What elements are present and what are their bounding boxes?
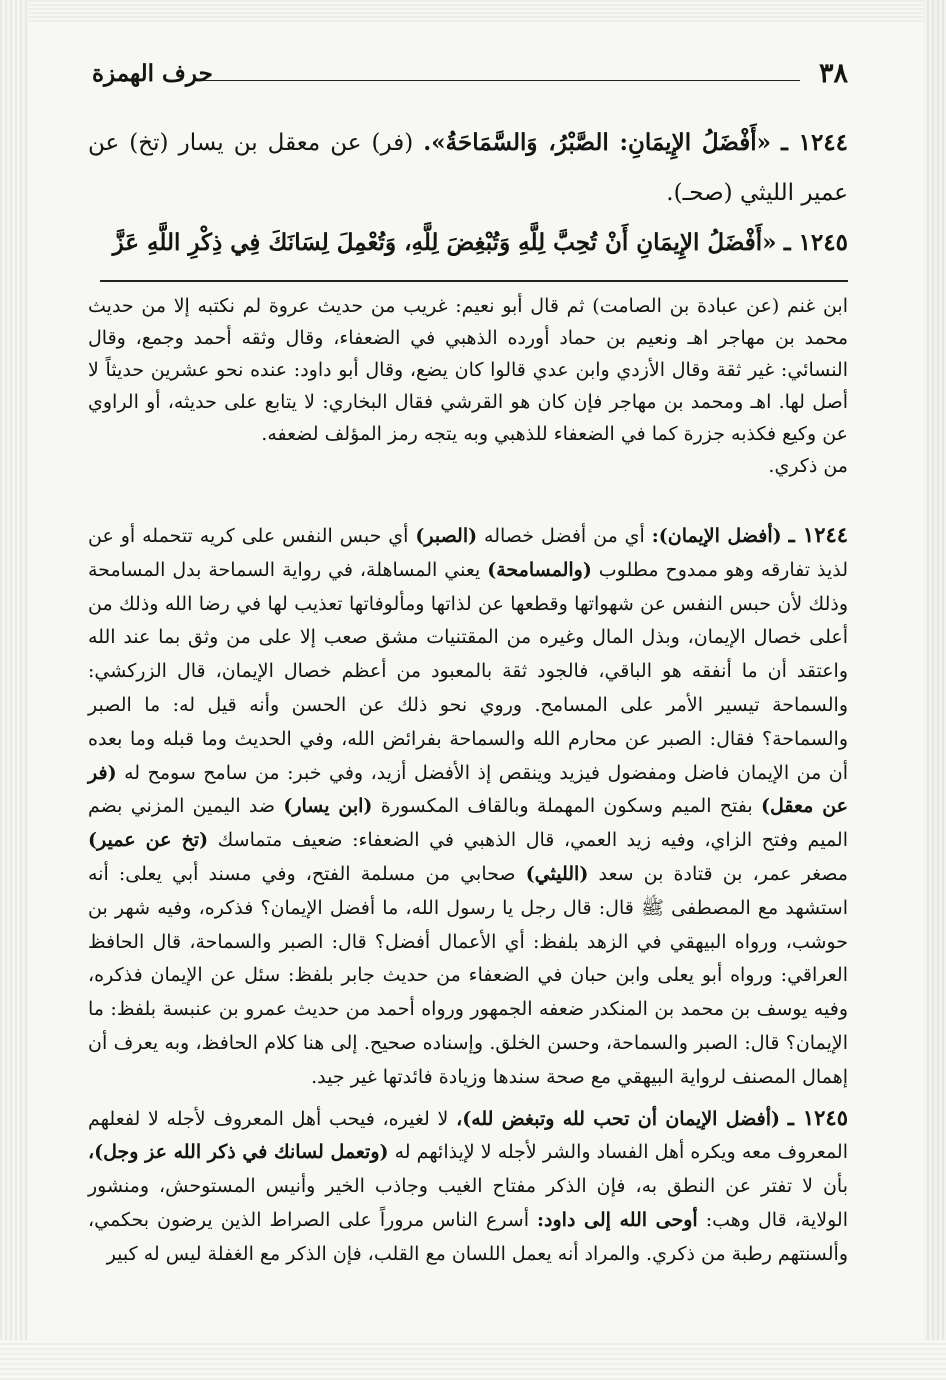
commentary-text: صحابي من مسلمة الفتح، وفي مسند أبي يعلى: أنه استشهد مع المصطفى ﷺ قال: قال رجل يا رسول الله، ما أفضل الإيمان؟ فذكره، وفيه شهر بن حوشب، ورواه البيهقي في الزهد بلفظ: أي الأعمال أفضل؟ قال: الصبر والسماحة، قال الحافظ العراقي: ورواه أبو يعلى وابن حبان في الضعفاء من حديث جابر بلفظ: سئل عن الإيمان فذكره، وفيه يوسف بن محمد بن المنكدر ضعفه الجمهور ورواه أحمد من حديث عمرو بن عنبسة بلفظ: ما الإيمان؟ قال: الصبر والسماحة، وحسن الخلق. وإسناده صحيح. إلى هنا كلام الحافظ، وبه يعرف أن إهمال المصنف لرواية البيهقي مع صحة سندها وزيادة فائدتها غير جيد.	[88, 862, 848, 1088]
commentary-continued-paragraph: ابن غنم (عن عبادة بن الصامت) ثم قال أبو نعيم: غريب من حديث عروة لم نكتبه إلا من حديث محمد بن مهاجر اهـ ونعيم بن حماد أورده الذهبي في الضعفاء، وقال وثقه أحمد وجمع، وقال النسائي: غير ثقة وقال الأزدي وابن عدي قالوا كان يضع، وقال أبو داود: عنده نحو عشرين حديثاً لا أصل لها. اهـ ومحمد بن مهاجر فإن كان هو القرشي فقال البخاري: لا يتابع على حديثه، أو الراوي عن وكيع فكذبه جزرة كما في الضعفاء للذهبي وبه يتجه رمز المؤلف لضعفه.	[88, 295, 848, 445]
commentary-text: أسرع الناس مروراً على الصراط الذين يرضون بحكمي، وألسنتهم رطبة من ذكري. والمراد أنه يعمل اللسان مع القلب، فإن الذكر مع الغفلة ليس له كبير	[88, 1208, 848, 1265]
commentary-text: مصغر عمر، بن قتادة بن سعد	[598, 862, 848, 885]
quoted-term: (الليثي)	[525, 862, 589, 885]
quoted-term: أوحى الله إلى داود:	[537, 1208, 698, 1231]
quoted-term: (والمسامحة)	[487, 558, 592, 581]
commentary-1245-heading: (أفضل الإيمان أن تحب لله وتبغض لله)،	[456, 1107, 780, 1130]
quoted-term: (الصبر)	[415, 525, 478, 547]
hadith-1244-text: «أَفْضَلُ الإِيمَانِ: الصَّبْرُ، وَالسَّمَاحَةُ».	[423, 129, 771, 156]
hadith-1244-number: ١٢٤٤ ـ	[781, 129, 849, 156]
hadith-text	[88, 118, 848, 268]
continued-commentary	[88, 290, 848, 482]
commentary-1244	[88, 518, 848, 1095]
commentary-section	[88, 518, 848, 1278]
scan-edge-left	[0, 0, 28, 1380]
hadith-1245-number: ١٢٤٥ ـ	[783, 229, 848, 256]
quoted-term: (تخ عن عمير)	[88, 829, 209, 852]
commentary-text: بأن لا تفتر عن النطق به، فإن الذكر مفتاح الغيب وجاذب الخير وأنيس المستوحش، ومنشور الولاية، قال وهب:	[88, 1175, 848, 1231]
hadith-1244	[88, 118, 848, 218]
section-title: حرف الهمزة	[92, 60, 213, 87]
hadith-1245-text: «أَفْضَلُ الإِيمَانِ أَنْ تُحِبَّ لِلَّهِ وَتُبْغِضَ لِلَّهِ، وَتُعْمِلَ لِسَانَكَ فِي ذِكْرِ اللَّهِ عَزَّ	[112, 229, 777, 256]
commentary-text: أي من أفضل خصاله	[484, 525, 645, 547]
commentary-continued-end: من ذكري.	[768, 455, 848, 477]
header-rule	[200, 80, 800, 81]
hadith-1245	[88, 218, 848, 268]
page-number: ٣٨	[818, 58, 848, 89]
commentary-1245-number: ١٢٤٥ ـ	[787, 1104, 848, 1130]
footnote-separator	[100, 280, 848, 282]
commentary-1244-heading: (أفضل الإيمان):	[651, 525, 782, 547]
commentary-text: لا لغيره، فيحب أهل المعروف لأجله لا لفعلهم المعروف معه ويكره أهل الفساد والشر لأجله لا لإيذائهم له	[88, 1107, 849, 1164]
commentary-1245	[88, 1101, 848, 1272]
commentary-text: أي حبس النفس على كريه تتحمله أو عن لذيذ تفارقه وهو ممدوح مطلوب	[88, 525, 848, 581]
commentary-text: بفتح الميم وسكون المهملة وبالقاف المكسورة	[380, 795, 753, 818]
commentary-1244-number: ١٢٤٤ ـ	[788, 522, 849, 547]
quoted-term: (وتعمل لسانك في ذكر الله عز وجل)،	[88, 1141, 389, 1164]
running-header	[92, 58, 848, 98]
quoted-term: (ابن يسار)	[283, 795, 373, 818]
scan-edge-right	[924, 0, 946, 1380]
quoted-term: (فر عن معقل)	[88, 761, 848, 818]
scan-edge-top	[0, 0, 946, 22]
commentary-text: يعني المساهلة، في رواية السماحة بدل المسامحة وذلك لأن حبس النفس عن شهواتها وقطعها عن لذاتها ومألوفاتها تعذيب لها في رضا الله وذلك من أعلى خصال الإيمان، وبذل المال وغيره من المقتنيات مشق صعب إلا على من وثق بما عند الله واعتقد أن ما أنفقه هو الباقي، فالجود ثقة بالمعبود من أعظم خصال الإيمان، قال الزركشي: والسماحة تيسير الأمر على المسامح. وروي نحو ذلك عن الحسن وأنه قيل له: ما الصبر والسماحة؟ فقال: الصبر عن محارم الله والسماحة بفرائض الله، وفي الحديث وما قبله وما بعده أن من الإيمان فاضل ومفضول فيزيد وينقص إذ الأفضل أزيد، وفي خبر: من سامح سومح له	[88, 558, 849, 784]
scan-edge-bottom	[0, 1340, 946, 1380]
hadith-1244-source: (فر) عن معقل بن يسار (تخ) عن عمير الليثي (صحـ).	[88, 130, 848, 206]
commentary-text: ضد اليمين المزني بضم الميم وفتح الزاي، وفيه زيد العمي، قال الذهبي في الضعفاء: ضعيف متماسك	[88, 795, 848, 852]
